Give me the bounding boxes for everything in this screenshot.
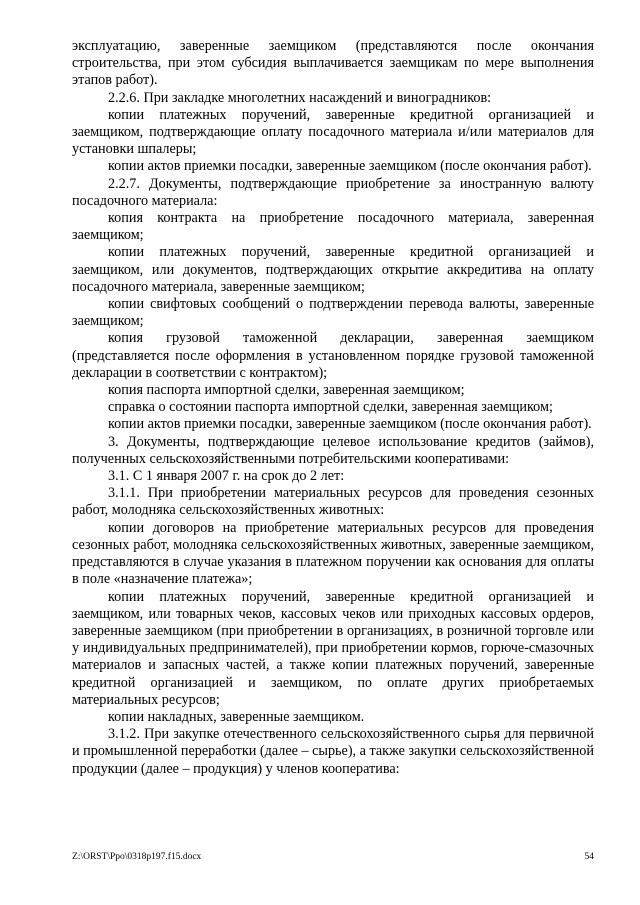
paragraph: копия паспорта импортной сделки, заверенная заемщиком; xyxy=(108,382,465,399)
paragraph: копии накладных, заверенные заемщиком. xyxy=(108,708,365,725)
paragraph: справка о состоянии паспорта импортной сделки, заверенная заемщиком; xyxy=(108,399,553,416)
document-body xyxy=(72,38,594,778)
page-number: 54 xyxy=(584,852,594,862)
paragraph: копии актов приемки посадки, заверенные заемщиком (после окончания работ). xyxy=(108,416,592,433)
paragraph: 3.1.2. При закупке отечественного сельскохозяйственного сырья для первичной и промышленной переработки (далее – сырье), а также закупки сельскохозяйственной продукции (далее – продукция) у членов кооператива: xyxy=(72,726,594,777)
paragraph: 3.1.1. При приобретении материальных ресурсов для проведения сезонных работ, молодняка сельскохозяйственных животных: xyxy=(72,485,594,519)
paragraph: 3.1. С 1 января 2007 г. на срок до 2 лет: xyxy=(108,468,345,485)
file-path: Z:\ORST\Ppo\0318p197.f15.docx xyxy=(72,852,202,862)
paragraph: эксплуатацию, заверенные заемщиком (представляются после окончания строительства, при этом субсидия выплачивается заемщикам по мере выполнения этапов работ). xyxy=(72,38,594,89)
paragraph: 2.2.7. Документы, подтверждающие приобретение за иностранную валюту посадочного материала: xyxy=(72,175,594,209)
paragraph: копия контракта на приобретение посадочного материала, заверенная заемщиком; xyxy=(72,210,594,244)
paragraph: копии платежных поручений, заверенные кредитной организацией и заемщиком, или товарных чеков, кассовых чеков или приходных кассовых ордеров, заверенные заемщиком (при приобретении в организациях, в розничной торговле или у индивидуальных предпринимателей), при приобретении кормов, горюче-смазочных материалов и запасных частей, а также копии платежных поручений, заверенные кредитной организацией и заемщиком, по оплате других приобретаемых материальных ресурсов; xyxy=(72,588,594,708)
paragraph: копии платежных поручений, заверенные кредитной организацией и заемщиком, или документов, подтверждающих открытие аккредитива на оплату посадочного материала, заверенные заемщиком; xyxy=(72,244,594,295)
paragraph: копия грузовой таможенной декларации, заверенная заемщиком (представляется после оформления в установленном порядке грузовой таможенной декларации в соответствии с контрактом); xyxy=(72,330,594,381)
paragraph: копии платежных поручений, заверенные кредитной организацией и заемщиком, подтверждающие оплату посадочного материала и/или материалов для установки шпалеры; xyxy=(72,106,594,158)
paragraph: копии договоров на приобретение материальных ресурсов для проведения сезонных работ, молодняка сельскохозяйственных животных, заверенные заемщиком, представляются в случае указания в платежном поручении как основания для оплаты в поле «назначение платежа»; xyxy=(72,519,594,588)
paragraph: копии актов приемки посадки, заверенные заемщиком (после окончания работ). xyxy=(108,158,592,175)
paragraph: 2.2.6. При закладке многолетних насаждений и виноградников: xyxy=(108,89,492,106)
paragraph: 3. Документы, подтверждающие целевое использование кредитов (займов), полученных сельскохозяйственными потребительскими кооперативами: xyxy=(72,433,594,467)
paragraph: копии свифтовых сообщений о подтверждении перевода валюты, заверенные заемщиком; xyxy=(72,296,594,330)
